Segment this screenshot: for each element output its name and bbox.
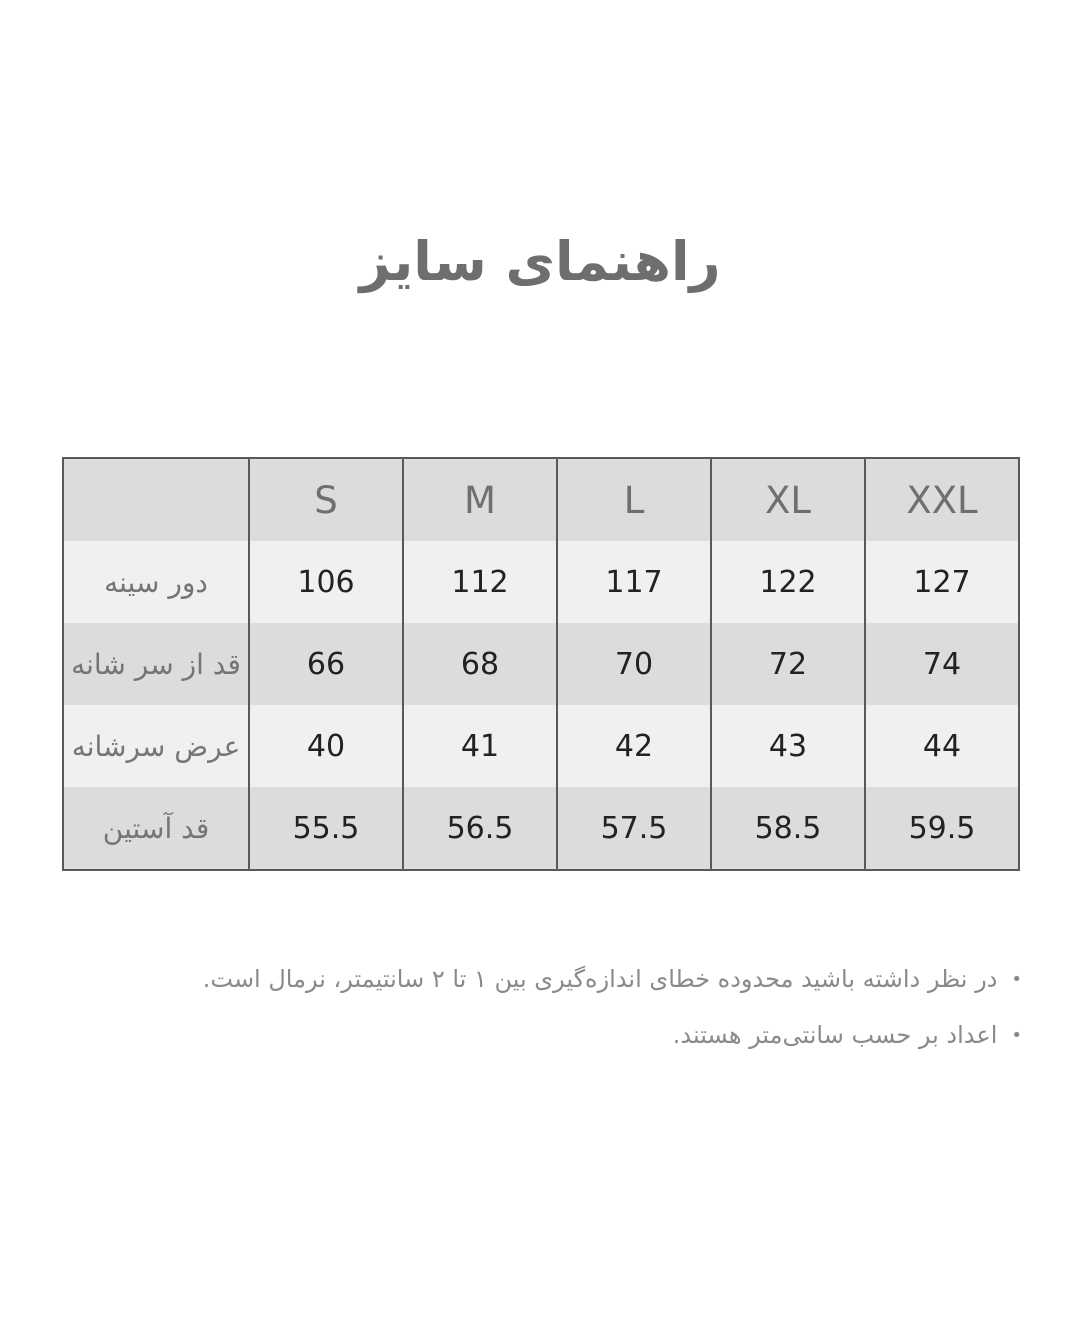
- header-size-s: S: [249, 458, 403, 541]
- row-label-shoulder-width: عرض سرشانه: [63, 705, 249, 787]
- cell-sleeve-l: 57.5: [557, 787, 711, 870]
- table-row-sleeve: [63, 787, 1019, 870]
- cell-chest-xxl: 127: [865, 541, 1019, 623]
- footnote-text: اعداد بر حسب سانتی‌متر هستند.: [672, 1021, 998, 1049]
- cell-shoulder-length-xxl: 74: [865, 623, 1019, 705]
- table-row-chest: [63, 541, 1019, 623]
- cell-chest-m: 112: [403, 541, 557, 623]
- footnote-measurement-error: [202, 962, 1022, 997]
- bullet-icon: •: [1011, 969, 1022, 990]
- cell-shoulder-width-m: 41: [403, 705, 557, 787]
- footnote-text: در نظر داشته باشید محدوده خطای اندازه‌گیری بین ۱ تا ۲ سانتیمتر، نرمال است.: [202, 965, 998, 993]
- cell-sleeve-xxl: 59.5: [865, 787, 1019, 870]
- header-size-xxl: XXL: [865, 458, 1019, 541]
- cell-shoulder-length-xl: 72: [711, 623, 865, 705]
- cell-chest-l: 117: [557, 541, 711, 623]
- table-row-shoulder-width: [63, 705, 1019, 787]
- size-guide-table: [62, 457, 1020, 871]
- cell-shoulder-width-s: 40: [249, 705, 403, 787]
- bullet-icon: •: [1011, 1025, 1022, 1046]
- row-label-shoulder-length: قد از سر شانه: [63, 623, 249, 705]
- cell-shoulder-width-xxl: 44: [865, 705, 1019, 787]
- header-size-m: M: [403, 458, 557, 541]
- header-size-xl: XL: [711, 458, 865, 541]
- footnote-units: [222, 1018, 1022, 1053]
- cell-sleeve-m: 56.5: [403, 787, 557, 870]
- cell-shoulder-length-l: 70: [557, 623, 711, 705]
- page-title: راهنمای سایز: [359, 230, 721, 293]
- cell-chest-xl: 122: [711, 541, 865, 623]
- header-size-l: L: [557, 458, 711, 541]
- cell-shoulder-length-m: 68: [403, 623, 557, 705]
- cell-shoulder-width-xl: 43: [711, 705, 865, 787]
- cell-shoulder-width-l: 42: [557, 705, 711, 787]
- header-empty-cell: [63, 458, 249, 541]
- footnotes: [202, 962, 1022, 1074]
- row-label-sleeve: قد آستین: [63, 787, 249, 870]
- cell-shoulder-length-s: 66: [249, 623, 403, 705]
- row-label-chest: دور سینه: [63, 541, 249, 623]
- cell-sleeve-xl: 58.5: [711, 787, 865, 870]
- cell-chest-s: 106: [249, 541, 403, 623]
- table-header-row: [63, 458, 1019, 541]
- cell-sleeve-s: 55.5: [249, 787, 403, 870]
- table-row-shoulder-length: [63, 623, 1019, 705]
